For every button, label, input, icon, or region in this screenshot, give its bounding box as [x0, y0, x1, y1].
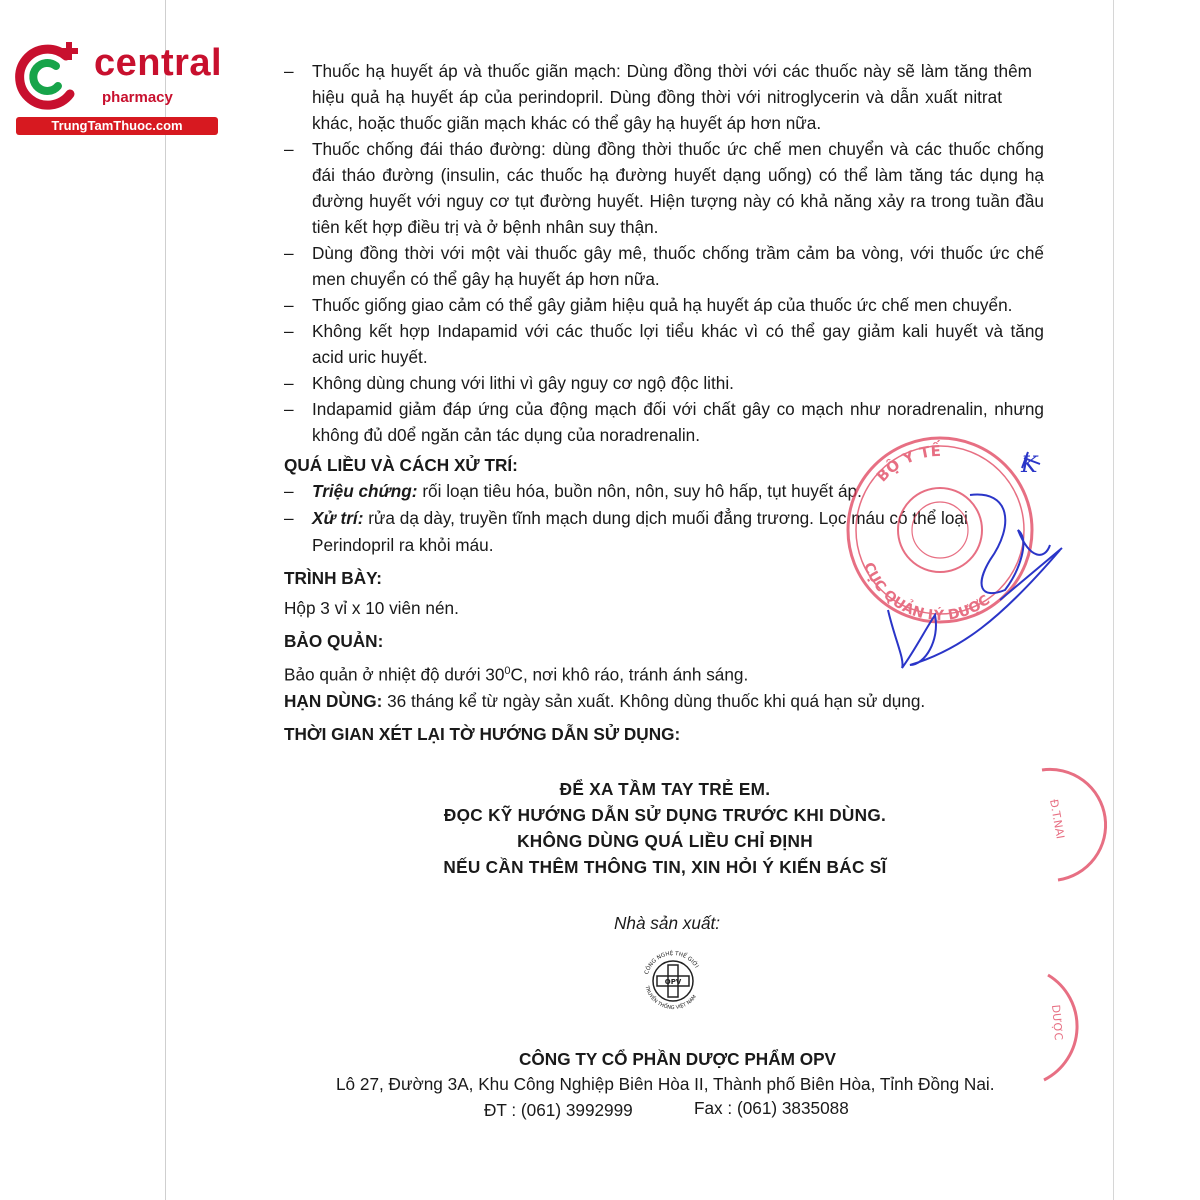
- storage-text-after: C, nơi khô ráo, tránh ánh sáng.: [510, 664, 749, 685]
- company-fax: Fax : (061) 3835088: [694, 1098, 849, 1118]
- stamp-top-text: BỘ Y TẾ: [872, 441, 942, 486]
- storage-text: [284, 660, 748, 686]
- stamp-bottom-text: CỤC QUẢN LÝ DƯỢC: [860, 560, 994, 625]
- list-dash: –: [284, 481, 294, 501]
- opv-emblem-icon: [637, 945, 709, 1017]
- emblem-text-bottom: TRUYỀN THỐNG VIỆT NAM: [643, 985, 698, 1012]
- list-item-text: Thuốc chống đái tháo đường: dùng đồng thời thuốc ức chế men chuyển và các thuốc chống: [312, 139, 1044, 159]
- warning-line: NẾU CẦN THÊM THÔNG TIN, XIN HỎI Ý KIẾN BÁC SĨ: [443, 857, 887, 877]
- treatment-line: [312, 507, 968, 529]
- treatment-text: rửa dạ dày, truyền tĩnh mạch dung dịch muối đẳng trương. Lọc máu có thể loại: [368, 508, 968, 528]
- storage-heading: BẢO QUẢN:: [284, 631, 384, 651]
- logo-brand-text: central: [94, 42, 223, 84]
- review-heading: THỜI GIAN XÉT LẠI TỜ HƯỚNG DẪN SỬ DỤNG:: [284, 724, 681, 744]
- side-stamp-text-1: Đ.T.NAI: [1047, 798, 1067, 840]
- list-item-text: Không dùng chung với lithi vì gây nguy cơ ngộ độc lithi.: [312, 373, 734, 393]
- warning-line: KHÔNG DÙNG QUÁ LIỀU CHỈ ĐỊNH: [517, 831, 813, 851]
- logo-site-link[interactable]: TrungTamThuoc.com: [16, 117, 218, 135]
- symptoms-line: [312, 480, 862, 502]
- list-item-text: Thuốc giống giao cảm có thể gây giảm hiệu quả hạ huyết áp của thuốc ức chế men chuyển.: [312, 295, 1013, 315]
- list-item-text: Indapamid giảm đáp ứng của động mạch đối với chất gây co mạch như noradrenalin, nhưng: [312, 399, 1044, 419]
- shelf-life-heading: HẠN DÙNG:: [284, 691, 383, 711]
- presentation-heading: TRÌNH BÀY:: [284, 568, 383, 588]
- overdose-heading: QUÁ LIỀU VÀ CÁCH XỬ TRÍ:: [284, 455, 518, 475]
- list-item-text: không đủ d0ể ngăn cản tác dụng của noradrenalin.: [312, 425, 700, 445]
- list-item-text: tiên kết hợp điều trị và ở bệnh nhân suy thận.: [312, 217, 659, 237]
- list-dash: –: [284, 508, 294, 528]
- list-item-text: Thuốc hạ huyết áp và thuốc giãn mạch: Dùng đồng thời với các thuốc này sẽ làm tăng thêm: [312, 61, 1032, 81]
- list-item-text: đường huyết với nguy cơ tụt đường huyết. Hiện tượng này có khả năng xảy ra trong tuần đầu: [312, 191, 1044, 211]
- list-dash: –: [284, 243, 294, 263]
- warning-line: ĐỂ XA TẦM TAY TRẺ EM.: [559, 779, 771, 799]
- warning-line: ĐỌC KỸ HƯỚNG DẪN SỬ DỤNG TRƯỚC KHI DÙNG.: [443, 805, 887, 825]
- list-dash: –: [284, 139, 294, 159]
- emblem-text-top: CÔNG NGHỆ THẾ GIỚI: [643, 950, 700, 976]
- list-dash: –: [284, 399, 294, 419]
- storage-text-before: Bảo quản ở nhiệt độ dưới 30: [284, 664, 505, 685]
- list-item-text: khác, hoặc thuốc giãn mạch khác có thể gây hạ huyết áp hơn nữa.: [312, 113, 822, 133]
- symptoms-label: Triệu chứng:: [312, 481, 418, 501]
- storage-degree: 0: [504, 665, 511, 677]
- signature-initial: K: [1021, 453, 1038, 478]
- list-item-text: Không kết hợp Indapamid với các thuốc lợi tiểu khác vì có thể gay giảm kali huyết và tăng: [312, 321, 1044, 341]
- shelf-life-line: [284, 690, 925, 712]
- presentation-text: Hộp 3 vỉ x 10 viên nén.: [284, 598, 459, 618]
- treatment-cont: Perindopril ra khỏi máu.: [312, 535, 494, 555]
- list-item-text: acid uric huyết.: [312, 347, 428, 367]
- list-item-text: hiệu quả hạ huyết áp của perindopril. Dùng đồng thời với nitroglycerin và dẫn xuất nitrat: [312, 87, 1002, 107]
- company-address: Lô 27, Đường 3A, Khu Công Nghiệp Biên Hòa II, Thành phố Biên Hòa, Tỉnh Đồng Nai.: [336, 1074, 995, 1094]
- list-dash: –: [284, 61, 294, 81]
- emblem-mark: OPV: [664, 978, 682, 986]
- list-dash: –: [284, 295, 294, 315]
- list-dash: –: [284, 321, 294, 341]
- list-dash: –: [284, 373, 294, 393]
- symptoms-text: rối loạn tiêu hóa, buồn nôn, nôn, suy hô hấp, tụt huyết áp.: [422, 481, 862, 501]
- company-name: CÔNG TY CỔ PHẦN DƯỢC PHẨM OPV: [519, 1049, 836, 1069]
- manufacturer-label: Nhà sản xuất:: [614, 913, 721, 933]
- list-item-text: Dùng đồng thời với một vài thuốc gây mê, thuốc chống trầm cảm ba vòng, với thuốc ức chế: [312, 243, 1044, 263]
- company-phone: ĐT : (061) 3992999: [484, 1100, 633, 1120]
- treatment-label: Xử trí:: [312, 508, 364, 528]
- list-item-text: men chuyển có thể gây hạ huyết áp hơn nữa.: [312, 269, 660, 289]
- shelf-life-text: 36 tháng kể từ ngày sản xuất. Không dùng thuốc khi quá hạn sử dụng.: [387, 691, 926, 711]
- side-stamp-text-2: DƯỢC: [1049, 1004, 1066, 1041]
- list-item-text: đái tháo đường (insulin, các thuốc hạ đường huyết dạng uống) có thể làm tăng tác dụng hạ: [312, 165, 1044, 185]
- logo-sub-text: pharmacy: [102, 89, 173, 106]
